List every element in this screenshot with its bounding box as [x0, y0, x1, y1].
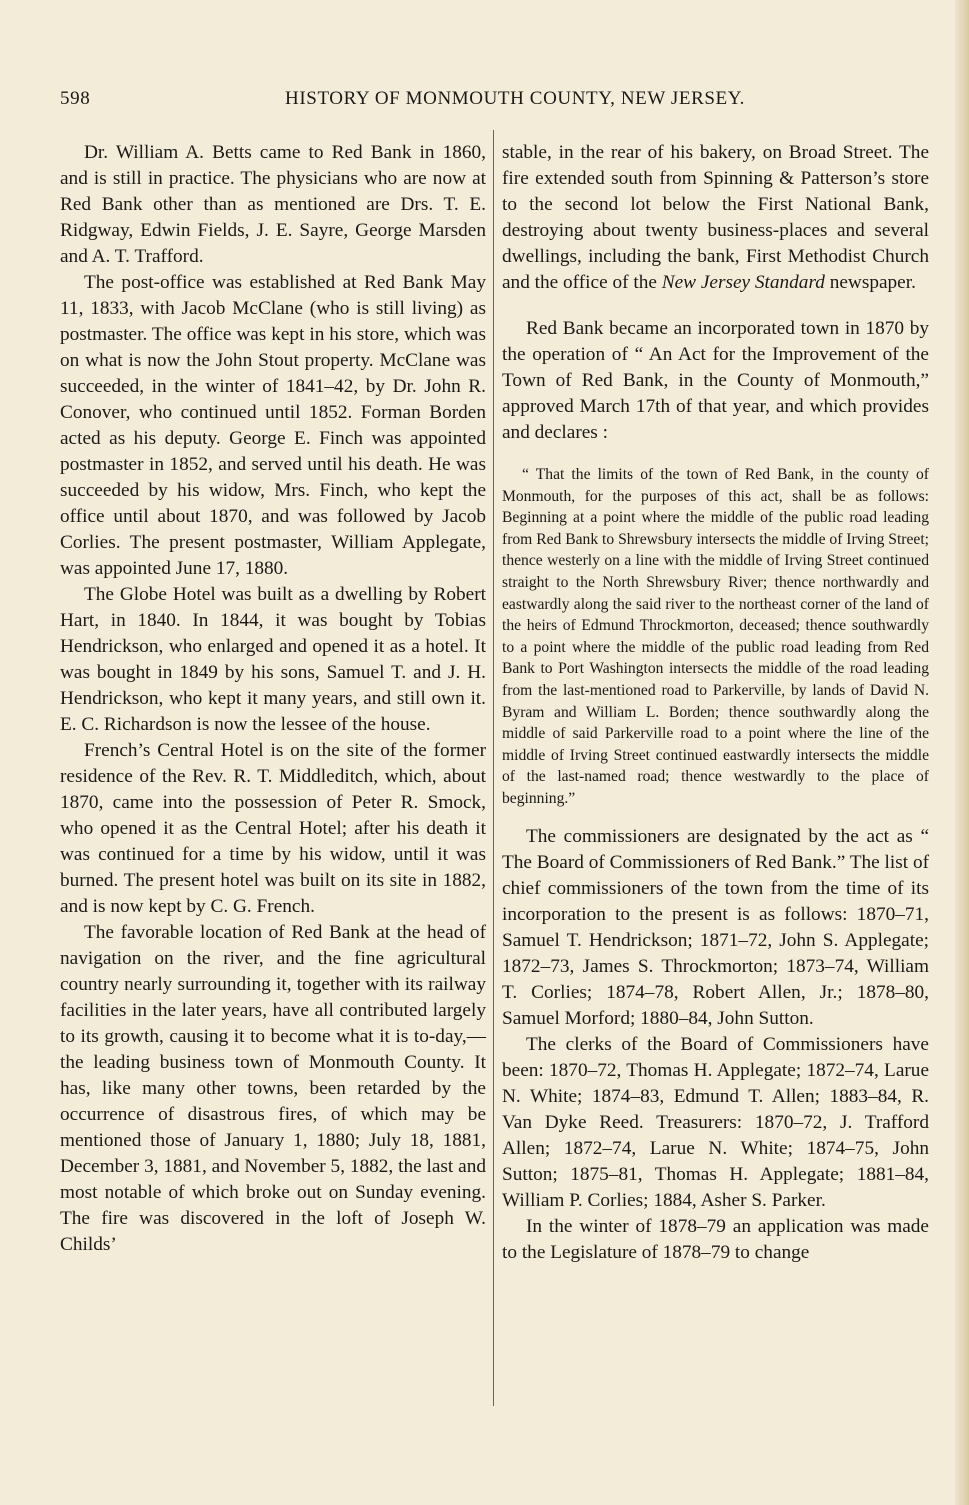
- page-number: 598: [60, 88, 91, 109]
- page-header: [60, 88, 930, 118]
- fire-text-end: newspaper.: [829, 272, 916, 293]
- act-quotation: [502, 464, 929, 810]
- paragraph-commissioners: The commissioners are designated by the act as “ The Board of Commissioners of Red Bank.” The list of chief commissioners of the town from the time of its incorporation to the present is as follows: 1870–71, Samuel T. Hendrickson; 1871–72, John S. Applegate; 1872–73, James S. Throckmorton; 1873–74, William T. Corlies; 1874–78, Robert Allen, Jr.; 1878–80, Samuel Morford; 1880–84, John Sutton.: [502, 825, 929, 1029]
- running-title: HISTORY OF MONMOUTH COUNTY, NEW JERSEY.: [285, 88, 745, 109]
- act-quotation-text: “ That the limits of the town of Red Bank, in the county of Monmouth, for the purposes of this act, shall be as follows: Beginning at a point where the middle of the public road leading from Red Bank to Shrewsbury intersects the middle of Irving Street; thence westerly on a line with the middle of Irving Street continued straight to the North Shrewsbury River; thence northwardly and eastwardly along the said river to the northeast corner of the land of the heirs of Edmund Throckmorton, deceased; thence southwardly to a point where the middle of the public road leading from Red Bank to Port Washington intersects the middle of the road leading from the last-mentioned road to Parkerville, by lands of David N. Byram and William L. Borden; thence southwardly along the middle of said Parkerville road to a point where the line of the middle of Irving Street continued eastwardly intersects the middle of the last-named road; thence westwardly to the place of beginning.”: [502, 466, 930, 807]
- paragraph-clerks-treasurers: The clerks of the Board of Commissioners have been: 1870–72, Thomas H. Applegate; 1872–74, Larue N. White; 1874–83, Edmund T. Allen; 1883–84, R. Van Dyke Reed. Treasurers: 1870–72, J. Trafford Allen; 1872–74, Larue N. White; 1874–75, John Sutton; 1875–81, Thomas H. Applegate; 1881–84, William P. Corlies; 1884, Asher S. Parker.: [502, 1033, 929, 1211]
- paragraph-central-hotel: French’s Central Hotel is on the site of the former residence of the Rev. R. T. Middleditch, which, about 1870, came into the possession of Peter R. Smock, who opened it as the Central Hotel; after his death it was continued for a time by his widow, until it was burned. The present hotel was built on its site in 1882, and is now kept by C. G. French.: [60, 740, 486, 917]
- paragraph-post-office: The post-office was established at Red Bank May 11, 1833, with Jacob McClane (who is still living) as postmaster. The office was kept in his store, which was on what is now the John Stout property. McClane was succeeded, in the winter of 1841–42, by Dr. John R. Conover, who continued until 1852. Forman Borden acted as his deputy. George E. Finch was appointed postmaster in 1852, and served until his death. He was succeeded by his widow, Mrs. Finch, who kept the office until about 1870, and was followed by Jacob Corlies. The present postmaster, William Applegate, was appointed June 17, 1880.: [60, 272, 486, 579]
- paragraph-physicians: Dr. William A. Betts came to Red Bank in 1860, and is still in practice. The physicians who are now at Red Bank other than as mentioned are Drs. T. E. Ridgway, Edwin Fields, J. E. Sayre, George Marsden and A. T. Trafford.: [60, 142, 486, 267]
- paragraph-legislature: In the winter of 1878–79 an application was made to the Legislature of 1878–79 to change: [502, 1215, 929, 1263]
- newspaper-name: New Jersey Standard: [661, 272, 825, 293]
- page-edge: [955, 0, 969, 1505]
- left-column: [60, 140, 486, 1258]
- fire-text: stable, in the rear of his bakery, on Broad Street. The fire extended south from Spinning & Patterson’s store to the second lot below the First National Bank, destroying about twenty business-places and several dwellings, including the bank, First Methodist Church and the office of the: [502, 142, 929, 293]
- paragraph-growth-fires: The favorable location of Red Bank at the head of navigation on the river, and the fine agricultural country nearly surrounding it, together with its railway facilities in the later years, have all contributed largely to its growth, causing it to become what it is to-day,—the leading business town of Monmouth County. It has, like many other towns, been retarded by the occurrence of disastrous fires, of which may be mentioned those of January 1, 1880; July 18, 1881, December 3, 1881, and November 5, 1882, the last and most notable of which broke out on Sunday evening. The fire was discovered in the loft of Joseph W. Childs’: [60, 922, 486, 1255]
- paragraph-incorporation: Red Bank became an incorporated town in 1870 by the operation of “ An Act for the Improvement of the Town of Red Bank, in the County of Monmouth,” approved March 17th of that year, and which provides and declares :: [502, 318, 929, 443]
- paragraph-globe-hotel: The Globe Hotel was built as a dwelling by Robert Hart, in 1840. In 1844, it was bought by Tobias Hendrickson, who enlarged and opened it as a hotel. It was bought in 1849 by his sons, Samuel T. and J. H. Hendrickson, who kept it many years, and still own it. E. C. Richardson is now the lessee of the house.: [60, 584, 486, 735]
- paragraph-fire-continued: [502, 140, 929, 296]
- right-column: [502, 140, 929, 1266]
- column-divider: [493, 130, 494, 1406]
